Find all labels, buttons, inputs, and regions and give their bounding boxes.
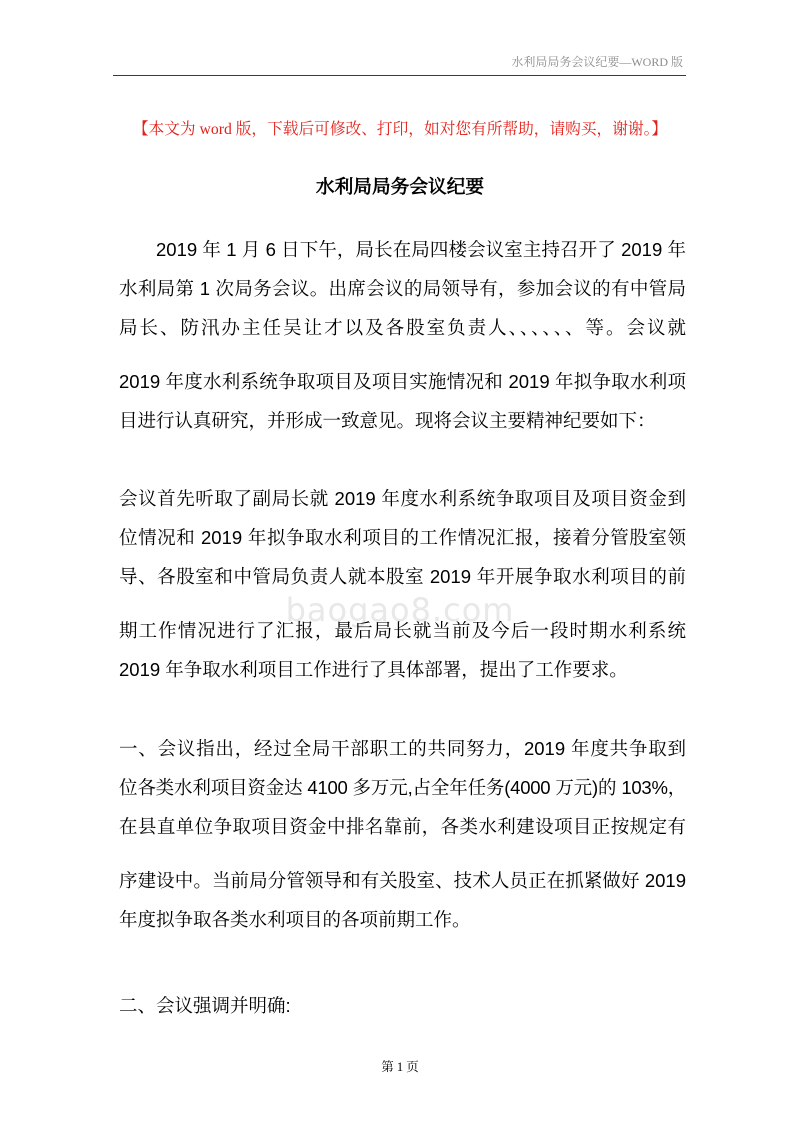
paragraph-point-two-heading [119, 986, 686, 1025]
paragraph-opening [119, 230, 686, 440]
paragraph-line: 会议首先听取了副局长就 2019 年度水利系统争取项目及项目资金到 [119, 488, 686, 509]
paragraph-line: 二、会议强调并明确: [119, 995, 291, 1016]
paragraph-line: 水利局第 1 次局务会议。出席会议的局领导有，参加会议的有中管局 [119, 278, 686, 299]
paragraph-line: 2019 年 1 月 6 日下午，局长在局四楼会议室主持召开了 2019 年 [156, 239, 686, 260]
document-title: 水利局局务会议纪要 [315, 176, 485, 197]
paragraph-line: 局长、防汛办主任吴让才以及各股室负责人、、、、、、等。会议就 [119, 317, 686, 338]
paragraph-point-one [119, 729, 686, 939]
purchase-notice: 【本文为 word 版，下载后可修改、打印，如对您有所帮助，请购买，谢谢。】 [132, 121, 668, 138]
site-watermark: baogao8.com [285, 591, 515, 629]
paragraph-line: 序建设中。当前局分管领导和有关股室、技术人员正在抓紧做好 2019 [119, 870, 686, 891]
header-rule [113, 75, 686, 76]
paragraph-line: 年度拟争取各类水利项目的各项前期工作。 [119, 909, 471, 930]
paragraph-line: 期工作情况进行了汇报，最后局长就当前及今后一段时期水利系统 [119, 620, 686, 641]
paragraph-line: 导、各股室和中管局负责人就本股室 2019 年开展争取水利项目的前 [119, 566, 686, 587]
paragraph-line: 2019 年度水利系统争取项目及项目实施情况和 2019 年拟争取水利项 [119, 371, 686, 392]
paragraph-line: 位各类水利项目资金达 4100 多万元,占全年任务(4000 万元)的 103%， [119, 777, 686, 798]
paragraph-line: 目进行认真研究，并形成一致意见。现将会议主要精神纪要如下： [119, 410, 656, 431]
paragraph-line: 在县直单位争取项目资金中排名靠前，各类水利建设项目正按规定有 [119, 816, 686, 837]
paragraph-line: 2019 年争取水利项目工作进行了具体部署，提出了工作要求。 [119, 659, 628, 680]
page-number: 第 1 页 [381, 1060, 419, 1074]
paragraph-briefing [119, 479, 686, 689]
paragraph-line: 位情况和 2019 年拟争取水利项目的工作情况汇报，接着分管股室领 [119, 527, 686, 548]
running-header: 水利局局务会议纪要—WORD 版 [511, 55, 683, 69]
paragraph-line: 一、会议指出，经过全局干部职工的共同努力，2019 年度共争取到 [119, 738, 686, 759]
